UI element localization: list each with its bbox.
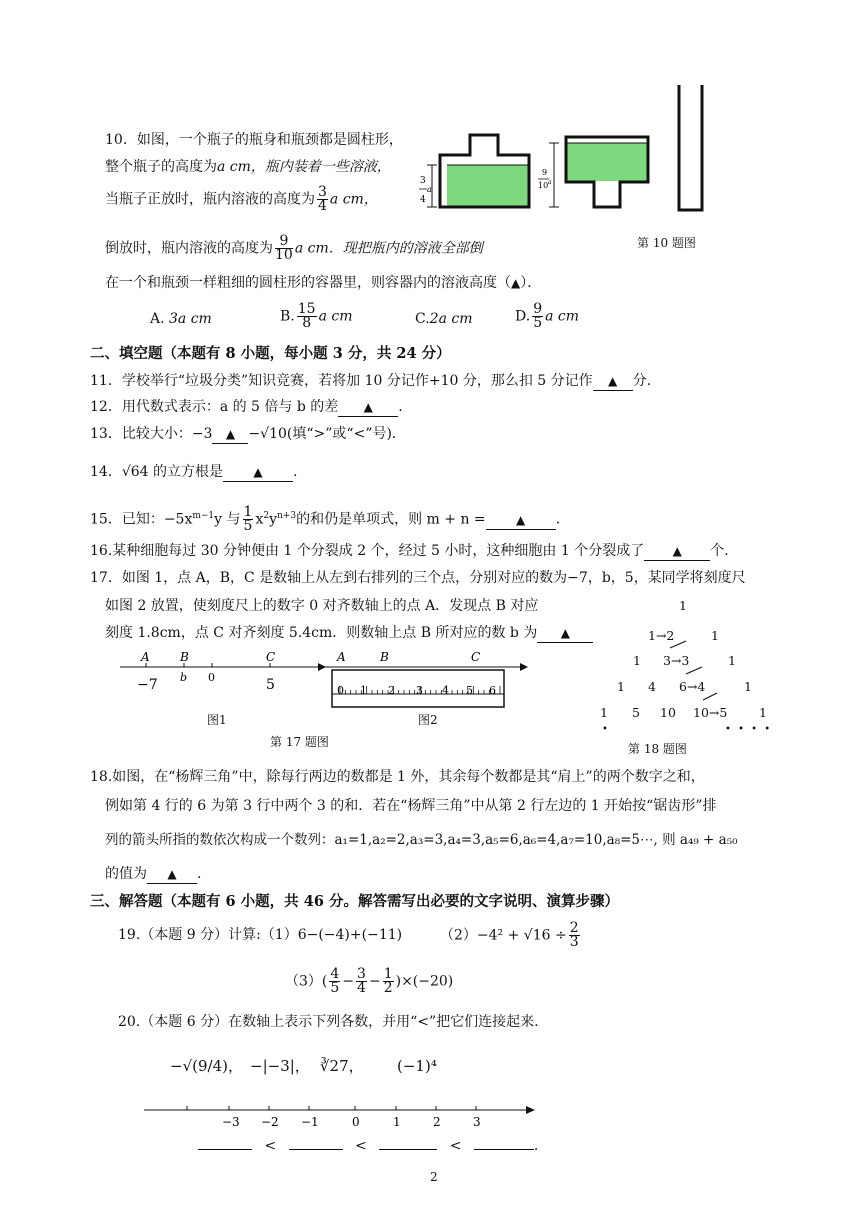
q20-number-line bbox=[142, 1098, 542, 1130]
svg-text:−3: −3 bbox=[222, 1115, 240, 1129]
q17-line2: 如图 2 放置，使刻度尺上的数字 0 对齐数轴上的点 A．发现点 B 对应 bbox=[105, 598, 539, 614]
svg-text:4: 4 bbox=[442, 684, 449, 697]
svg-text:b: b bbox=[180, 671, 188, 684]
q20-compare-line: < < < . bbox=[198, 1137, 538, 1155]
q17-figure2-ruler bbox=[318, 648, 533, 710]
q18-caption: 第 18 题图 bbox=[628, 742, 687, 756]
svg-text:6: 6 bbox=[489, 684, 496, 697]
q19-part2: （2）−4² + √16 ÷ $\frac{2}{3}$ bbox=[440, 920, 579, 950]
svg-text:1: 1 bbox=[393, 1115, 401, 1129]
figure-10-bottles bbox=[418, 80, 718, 255]
svg-text:2: 2 bbox=[433, 1115, 441, 1129]
svg-text:−1: −1 bbox=[301, 1115, 319, 1129]
fig-label-left-var: a bbox=[427, 185, 432, 194]
section3-title: 三、解答题（本题有 6 小题，共 46 分。解答需写出必要的文字说明、演算步骤） bbox=[90, 893, 619, 910]
q19-part3: （3）( $\frac{4}{5}$ − $\frac{3}{4}$ − $\frac{1}{2}$ )×(−20) bbox=[285, 966, 454, 996]
q20-blank-2 bbox=[289, 1149, 343, 1150]
q11: 11．学校举行“垃圾分类”知识竞赛，若将加 10 分记作+10 分，那么扣 5 分记作 ▲ 分. bbox=[90, 373, 652, 389]
q10-option-b: B. $\frac{15}{8}$ a cm bbox=[280, 301, 353, 331]
q20-item-2: −|−3|， bbox=[250, 1057, 310, 1075]
q14: 14．√64 的立方根是 ▲ . bbox=[90, 464, 298, 480]
q10-line1: 10．如图，一个瓶子的瓶身和瓶颈都是圆柱形， bbox=[105, 132, 403, 148]
q17-figure1-number-line bbox=[118, 648, 328, 698]
q16: 16.某种细胞每过 30 分钟便由 1 个分裂成 2 个，经过 5 小时，这种细胞由 1 个分裂成了 ▲ 个. bbox=[90, 543, 729, 559]
q18-line2: 例如第 4 行的 6 为第 3 行中两个 3 的和．若在“杨辉三角”中从第 2 行左边的 1 开始按“锯齿形”排 bbox=[105, 798, 717, 814]
svg-text:5: 5 bbox=[266, 677, 275, 693]
svg-text:−2: −2 bbox=[261, 1115, 279, 1129]
q18-line4: 的值为 ▲ . bbox=[105, 866, 202, 882]
page-number: 2 bbox=[430, 1170, 438, 1184]
svg-text:0: 0 bbox=[352, 1115, 360, 1129]
container-outline bbox=[679, 85, 702, 210]
q20-item-4: (−1)⁴ bbox=[397, 1057, 437, 1075]
q10-option-d: D. $\frac{9}{5}$ a cm bbox=[515, 301, 580, 331]
q20-blank-1 bbox=[198, 1149, 252, 1150]
q10-line3: 当瓶子正放时，瓶内溶液的高度为 $\frac{3}{4}$ a cm， bbox=[105, 184, 378, 214]
inverted-bottle-liquid bbox=[567, 143, 647, 181]
fig-label-left-num: 3 bbox=[420, 176, 426, 186]
svg-text:C: C bbox=[471, 650, 481, 664]
q20-text: 20.（本题 6 分）在数轴上表示下列各数，并用“<”把它们连接起来. bbox=[118, 1014, 539, 1030]
q18-line1: 18.如图，在“杨辉三角”中，除每行两边的数都是 1 外，其余每个数都是其“肩上”的两个数字之和， bbox=[90, 769, 705, 785]
figure-10-caption: 第 10 题图 bbox=[637, 236, 696, 250]
q13: 13．比较大小：−3 ▲ −√10(填“>”或“<”号)． bbox=[90, 426, 406, 442]
fig-label-right-num: 9 bbox=[542, 168, 548, 177]
upright-bottle-liquid bbox=[447, 165, 529, 207]
svg-text:2: 2 bbox=[388, 684, 395, 697]
q20-blank-4 bbox=[474, 1149, 534, 1150]
q17-fig2-caption: 图2 bbox=[418, 713, 438, 727]
fraction-9-10: $\frac{9}{10}$ bbox=[275, 233, 293, 263]
svg-text:B: B bbox=[180, 650, 189, 664]
q10-option-c: C.2a cm bbox=[415, 311, 473, 327]
svg-text:1: 1 bbox=[360, 684, 367, 697]
q10-option-a: A. 3a cm bbox=[150, 311, 212, 327]
q19-part1: 19.（本题 9 分）计算:（1）6−(−4)+(−11) bbox=[118, 927, 403, 943]
svg-text:0: 0 bbox=[208, 671, 215, 684]
q18-line3: 列的箭头所指的数依次构成一个数列：a₁=1,a₂=2,a₃=3,a₄=3,a₅=6,a₆=4,a₇=10,a₈=5⋯, 则 a₄₉ + a₅₀ bbox=[105, 832, 738, 848]
q20-blank-3 bbox=[379, 1149, 437, 1150]
q10-line4: 倒放时，瓶内溶液的高度为 $\frac{9}{10}$ a cm．现把瓶内的溶液全部倒 bbox=[105, 233, 483, 263]
svg-text:5: 5 bbox=[466, 684, 473, 697]
q18-pascal-triangle: 1 1→2 1 1 3→3 1 1 4 6→4 1 1 5 10 10→5 1 • • • • • bbox=[600, 598, 773, 735]
pascal-dot-left: • bbox=[602, 724, 608, 735]
svg-text:3: 3 bbox=[416, 684, 423, 697]
fig-label-left-den: 4 bbox=[420, 195, 426, 205]
q15: 15．已知：$-5x^{m-1}y$ 与 $\frac{1}{5}$ $x^2y^{n+3}$的和仍是单项式，则 m + n = ▲ . bbox=[90, 504, 561, 534]
svg-text:A: A bbox=[141, 650, 150, 664]
q10-line2: 整个瓶子的高度为a cm，瓶内装着一些溶液， bbox=[105, 159, 391, 175]
svg-text:−7: −7 bbox=[137, 677, 158, 693]
q20-item-1: −√(9/4)， bbox=[170, 1057, 243, 1075]
section2-title: 二、填空题（本题有 8 小题，每小题 3 分，共 24 分） bbox=[90, 345, 451, 362]
q17-caption: 第 17 题图 bbox=[270, 735, 329, 749]
q20-item-3: ∛27， bbox=[320, 1057, 364, 1075]
q17-line1: 17．如图 1，点 A，B，C 是数轴上从左到右排列的三个点，分别对应的数为−7，b，5，某同学将刻度尺 bbox=[90, 570, 746, 586]
q17-fig1-caption: 图1 bbox=[207, 713, 227, 727]
svg-text:A: A bbox=[337, 650, 346, 664]
q18-zigzag-arrows bbox=[590, 598, 790, 728]
q12: 12．用代数式表示：a 的 5 倍与 b 的差 ▲ . bbox=[90, 399, 403, 415]
svg-text:0: 0 bbox=[337, 684, 344, 697]
q17-line3: 刻度 1.8cm，点 C 对齐刻度 5.4cm．则数轴上点 B 所对应的数 b 为 ▲ bbox=[105, 624, 593, 643]
svg-text:C: C bbox=[266, 650, 276, 664]
svg-text:3: 3 bbox=[473, 1115, 481, 1129]
svg-text:B: B bbox=[380, 650, 389, 664]
fraction-3-4: $\frac{3}{4}$ bbox=[318, 184, 327, 214]
fig-label-right-var: a bbox=[548, 179, 552, 186]
q10-line5: 在一个和瓶颈一样粗细的圆柱形的容器里，则容器内的溶液高度（▲）． bbox=[105, 275, 542, 291]
pascal-dots-right: • • • • bbox=[725, 724, 773, 735]
fig-label-right-den: 10 bbox=[538, 181, 549, 190]
